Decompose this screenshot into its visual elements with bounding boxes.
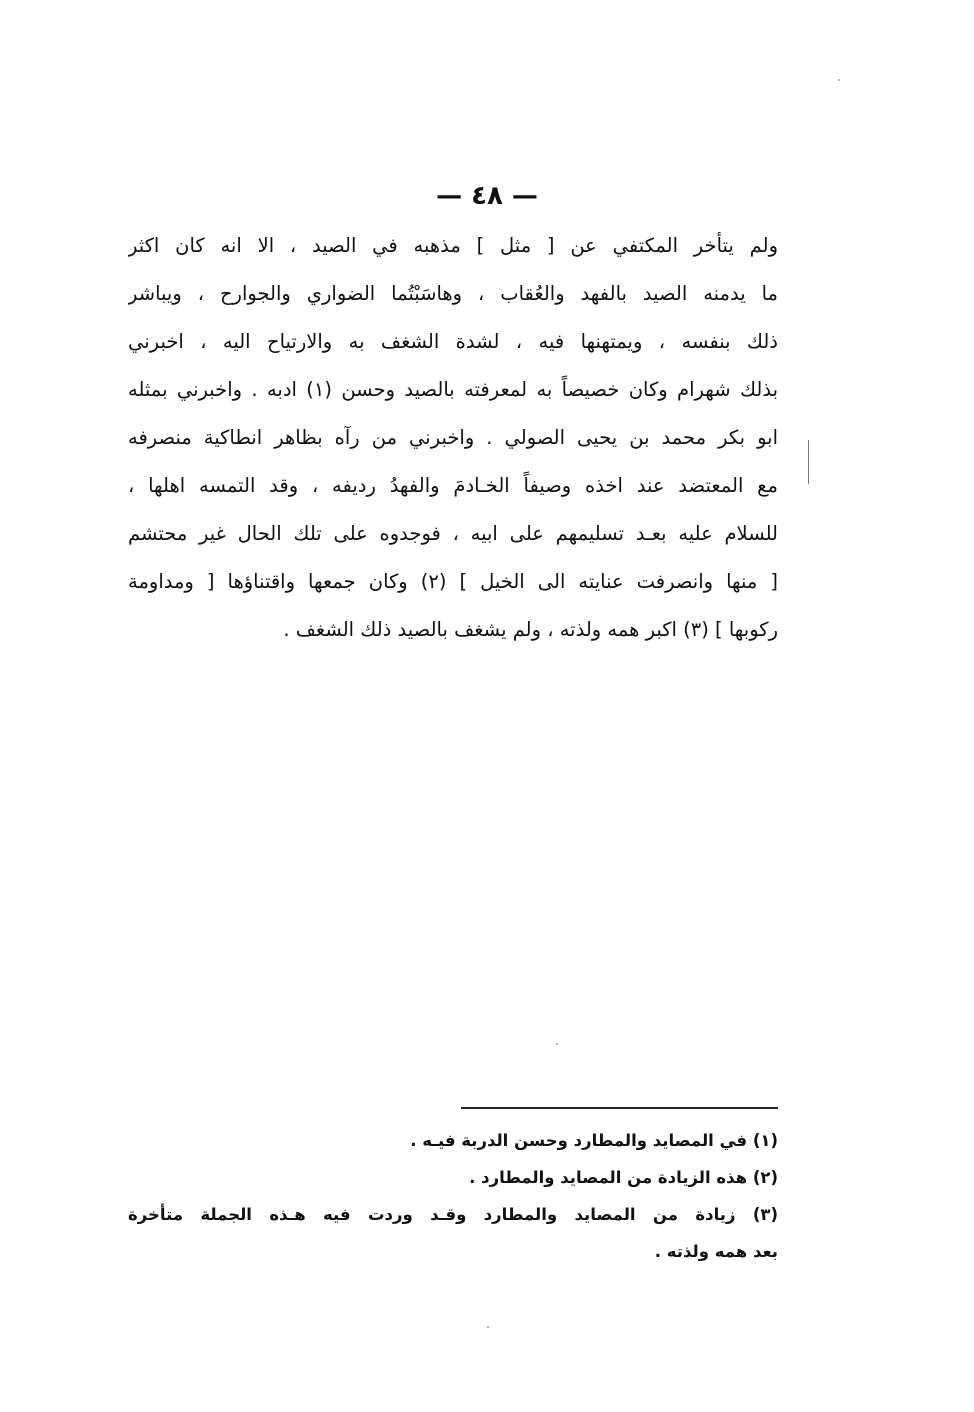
footnote-1: (١) في المصايد والمطارد وحسن الدربة فيـه . [410,1131,778,1150]
body-line: ذلك بنفسه ، ويمتهنها فيه ، لشدة الشغف به والارتياح اليه ، اخبرني [128,330,778,353]
body-line: ابو بكر محمد بن يحيى الصولي . واخبرني من رآه بظاهر انطاكية منصرفه [128,426,778,449]
footnote-3: (٣) زيادة من المصايد والمطارد وقـد وردت فيه هـذه الجملة متأخرة [128,1205,778,1224]
footnote-2: (٢) هذه الزيادة من المصايد والمطارد . [469,1168,778,1187]
body-line: بذلك شهرام وكان خصيصاً به لمعرفته بالصيد وحسن (١) ادبه . واخبرني بمثله [128,378,778,401]
body-line: ركوبها ] (٣) اكبر همه ولذته ، ولم يشغف بالصيد ذلك الشغف . [283,618,778,641]
scan-speck [487,1326,489,1328]
body-line: ما يدمنه الصيد بالفهد والعُقاب ، وهاسَبْتُما الضواري والجوارح ، ويباشر [128,282,778,305]
body-text [128,222,778,654]
footnote-divider [461,1107,778,1109]
footnotes [128,1122,778,1270]
body-line: مع المعتضد عند اخذه وصيفاً الخـادمَ والفهدُ رديفه ، وقد التمسه اهلها ، [128,474,778,497]
body-line: للسلام عليه بعـد تسليمهم على ابيه ، فوجدوه على تلك الحال غير محتشم [128,522,778,545]
margin-mark [808,440,809,484]
page-number: — ٤٨ — [436,181,538,211]
scan-speck [838,79,840,81]
footnote-3-continuation: بعد همه ولذته . [654,1242,778,1261]
body-line: [ منها وانصرفت عنايته الى الخيل ] (٢) وكان جمعها واقتناؤها [ ومداومة [128,570,778,593]
scan-speck [556,1043,558,1045]
body-line: ولم يتأخر المكتفي عن [ مثل ] مذهبه في الصيد ، الا انه كان اكثر [128,234,778,257]
